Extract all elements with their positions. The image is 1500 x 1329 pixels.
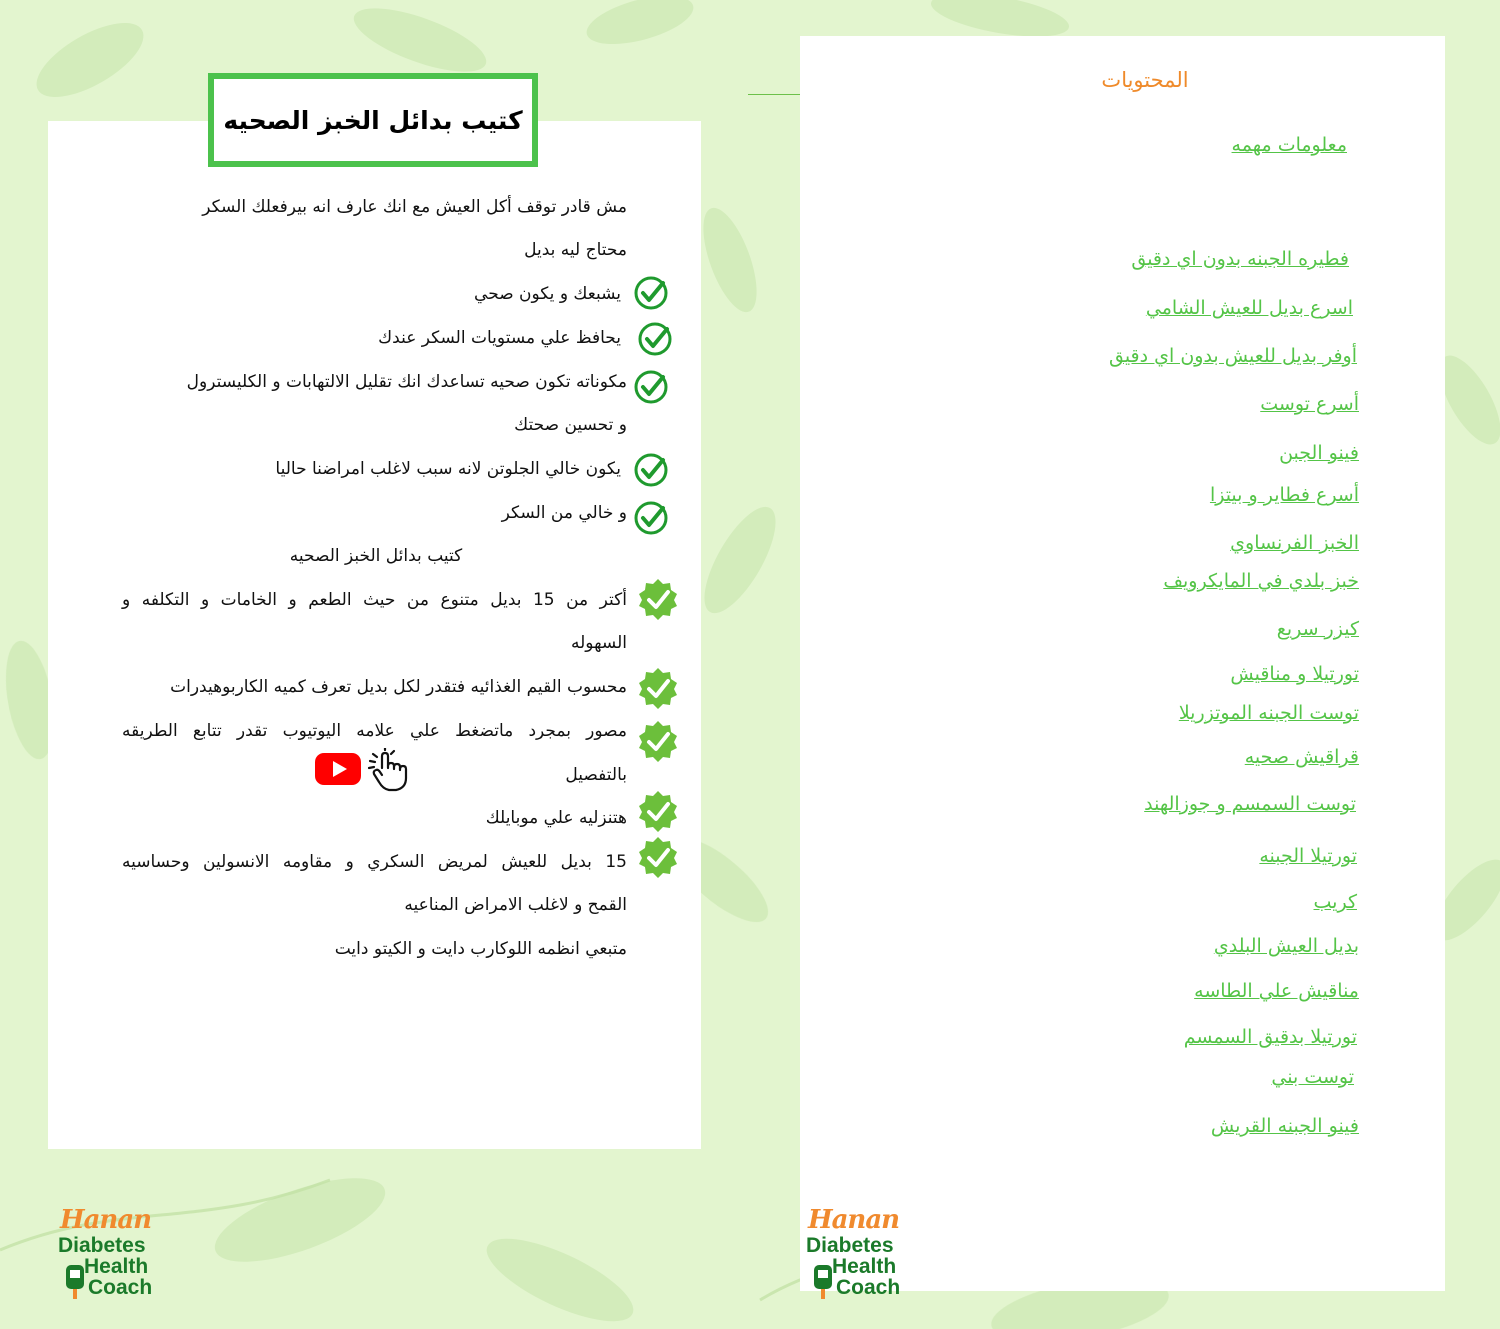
toc-link[interactable]: تورتيلا بدقيق السمسم: [1183, 1026, 1357, 1048]
logo-hanan: Hanan: [60, 1205, 152, 1235]
toc-link[interactable]: كيزر سريع: [1276, 618, 1359, 640]
toc-link[interactable]: أوفر بديل للعيش بدون اي دقيق: [1108, 345, 1357, 367]
youtube-icon[interactable]: [314, 751, 362, 787]
logo-diabetes: Diabetes: [806, 1234, 894, 1257]
toc-link[interactable]: أسرع فطاير و بيتزا: [1209, 484, 1359, 506]
divider-line: [748, 94, 800, 95]
feature-3-cont: بالتفصيل: [565, 765, 627, 785]
check-circle-icon: [633, 369, 669, 405]
tap-hand-icon: [364, 748, 414, 794]
feature-5-cont: القمح و لاغلب الامراض المناعيه: [404, 895, 627, 915]
glucometer-icon: [64, 1263, 86, 1301]
toc-link[interactable]: خبز بلدي في المايكرويف: [1163, 570, 1359, 592]
benefit-4: يكون خالي الجلوتن لانه سبب لاغلب امراضنا حاليا: [275, 459, 621, 479]
verified-badge-icon: [636, 666, 680, 710]
logo-health: Health: [832, 1255, 897, 1278]
toc-link[interactable]: توست الجبنه الموتزريلا: [1178, 702, 1359, 724]
check-circle-icon: [637, 321, 673, 357]
intro-line-1: مش قادر توقف أكل العيش مع انك عارف انه بيرفعلك السكر: [202, 197, 627, 217]
toc-link[interactable]: اسرع بديل للعيش الشامي: [1145, 297, 1353, 319]
toc-link[interactable]: مناقيش علي الطاسه: [1194, 980, 1359, 1002]
benefit-2: يحافظ علي مستويات السكر عندك: [378, 328, 621, 348]
toc-link[interactable]: توست السمسم و جوزالهند: [1144, 793, 1356, 815]
logo-health: Health: [84, 1255, 149, 1278]
feature-1-cont: السهوله: [571, 633, 627, 653]
feature-6: متبعي انظمه اللوكارب دايت و الكيتو دايت: [334, 939, 627, 959]
booklet-title-box: [208, 73, 538, 167]
verified-badge-icon: [636, 789, 680, 833]
toc-link[interactable]: تورتيلا و مناقيش: [1230, 663, 1359, 685]
brand-logo-right: [800, 1205, 916, 1305]
benefit-5: و خالي من السكر: [501, 503, 627, 523]
toc-link[interactable]: الخبز الفرنساوي: [1230, 532, 1359, 554]
verified-badge-icon: [636, 719, 680, 763]
toc-link[interactable]: توست بني: [1271, 1066, 1354, 1088]
verified-badge-icon: [636, 835, 680, 879]
logo-diabetes: Diabetes: [58, 1234, 146, 1257]
toc-link[interactable]: تورتيلا الجبنه: [1259, 845, 1357, 867]
toc-link-important-info[interactable]: معلومات مهمه: [1231, 134, 1347, 156]
glucometer-icon: [812, 1263, 834, 1301]
benefit-3: مكوناته تكون صحيه تساعدك انك تقليل الالتهابات و الكليسترول: [186, 372, 627, 392]
check-circle-icon: [633, 275, 669, 311]
booklet-title: كتيب بدائل الخبز الصحيه: [223, 105, 523, 135]
logo-hanan: Hanan: [808, 1205, 900, 1235]
toc-link[interactable]: فطيره الجبنه بدون اي دقيق: [1131, 248, 1349, 270]
logo-coach: Coach: [88, 1276, 153, 1299]
toc-link[interactable]: أسرع توست: [1260, 393, 1359, 415]
toc-link[interactable]: بديل العيش البلدي: [1213, 935, 1359, 957]
toc-link[interactable]: قراقيش صحيه: [1244, 746, 1359, 768]
feature-2: محسوب القيم الغذائيه فتقدر لكل بديل تعرف كميه الكاربوهيدرات: [170, 677, 627, 697]
toc-title: المحتويات: [1101, 68, 1189, 92]
check-circle-icon: [633, 452, 669, 488]
check-circle-icon: [633, 500, 669, 536]
benefit-3-cont: و تحسين صحتك: [514, 415, 627, 435]
feature-1: أكتر من 15 بديل متنوع من حيث الطعم و الخامات و التكلفه و: [122, 590, 627, 610]
toc-link[interactable]: فينو الجبن: [1279, 442, 1359, 464]
benefit-1: يشبعك و يكون صحي: [474, 284, 621, 304]
booklet-subtitle: كتيب بدائل الخبز الصحيه: [289, 546, 463, 566]
intro-line-2: محتاج ليه بديل: [524, 240, 627, 260]
toc-link[interactable]: كريب: [1313, 891, 1357, 913]
feature-3: مصور بمجرد ماتضغط علي علامه اليوتيوب تقدر تتابع الطريقه: [122, 721, 627, 741]
feature-5: 15 بديل للعيش لمريض السكري و مقاومه الانسولين وحساسيه: [122, 852, 627, 872]
brand-logo-left: [52, 1205, 168, 1305]
toc-link[interactable]: فينو الجبنه القريش: [1210, 1115, 1359, 1137]
feature-4: هتنزليه علي موبايلك: [485, 808, 627, 828]
verified-badge-icon: [636, 577, 680, 621]
logo-coach: Coach: [836, 1276, 901, 1299]
